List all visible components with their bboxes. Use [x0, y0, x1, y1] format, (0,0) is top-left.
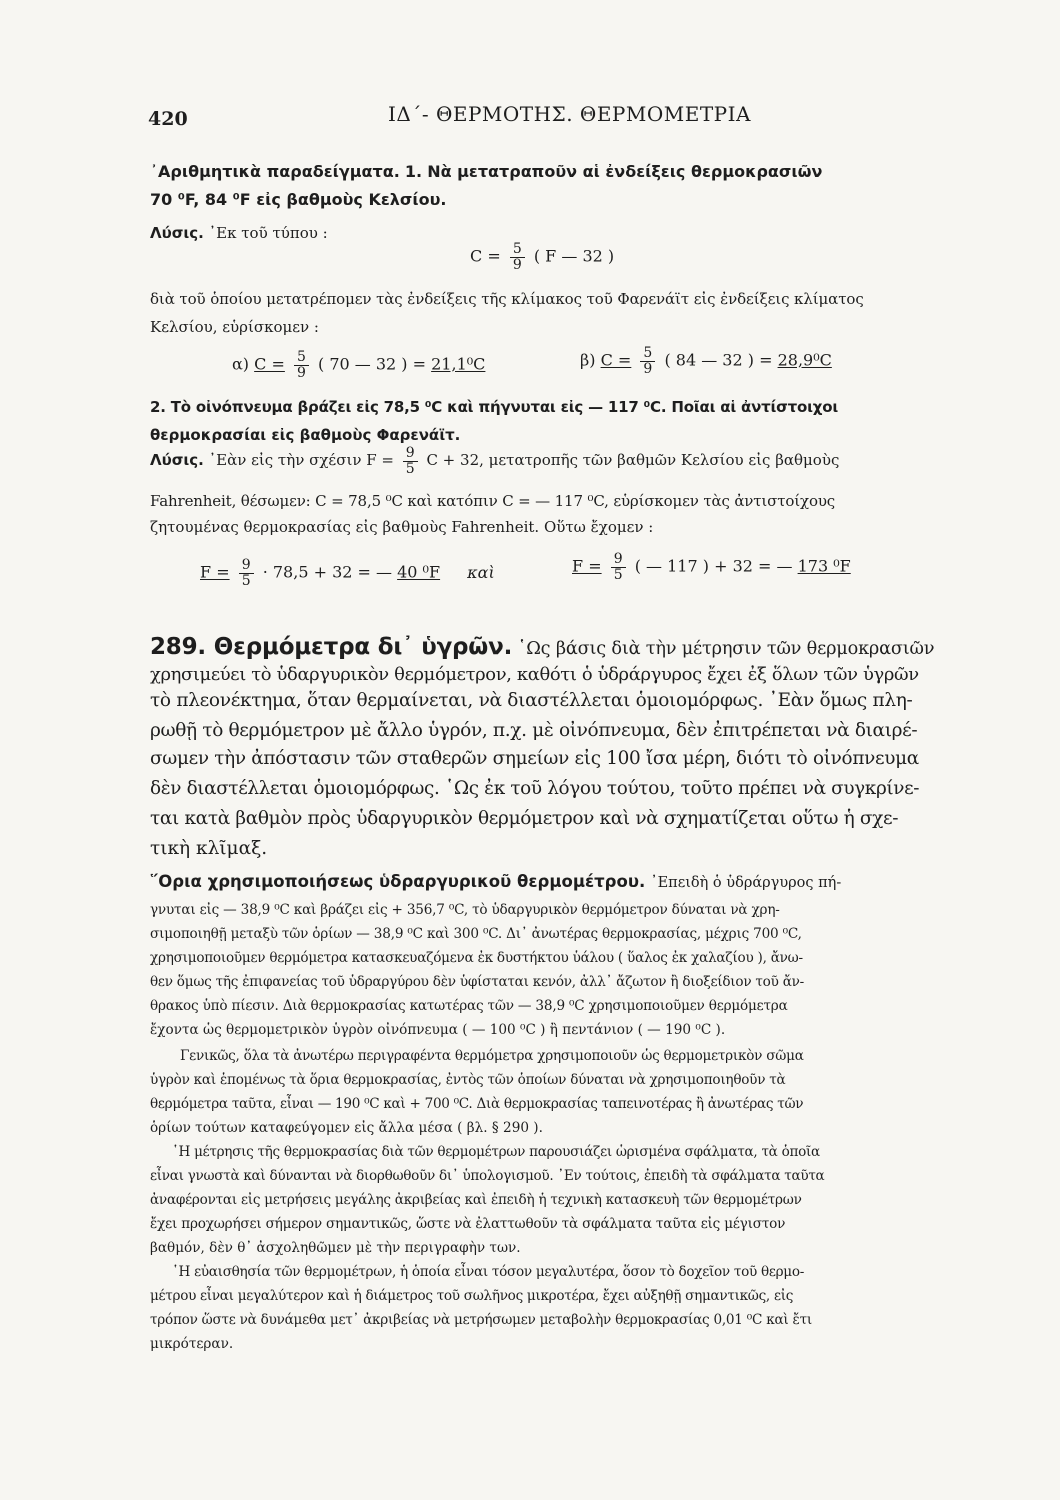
solution1-line2: διὰ τοῦ ὁποίου μετατρέπομεν τὰς ἐνδείξεις τῆς κλίμακος τοῦ Φαρενάϊτ εἰς ἐνδείξεις κλίματος: [150, 290, 864, 308]
para2-line-4: βαθμόν, δὲν θ᾿ ἀσχοληθῶμεν μὲ τὴν περιγραφὴν των.: [150, 1240, 521, 1256]
section289-line-5: δὲν διαστέλλεται ὁμοιομόρφως. ῾Ως ἐκ τοῦ λόγου τούτου, τοῦτο πρέπει νὰ συγκρίνε-: [150, 778, 920, 799]
solution2-numerator: 9: [403, 446, 418, 462]
section289-line1: [150, 634, 935, 660]
solution2-line3: ζητουμένας θερμοκρασίας εἰς βαθμοὺς Fahrenheit. Οὕτω ἔχομεν :: [150, 518, 654, 536]
para1-line-1: ὑγρὸν καὶ ἑπομένως τὰ ὅρια θερμοκρασίας, ἐντὸς τῶν ὁποίων δύναται νὰ χρησιμοποιηθοῦν τὰ: [150, 1072, 786, 1088]
calc-a-fraction: [294, 350, 309, 380]
limits-line-5: ἔχοντα ὡς θερμομετρικὸν ὑγρὸν οἰνόπνευμα ( — 100 ⁰C ) ἢ πεντάνιον ( — 190 ⁰C ).: [150, 1022, 726, 1038]
example1-line2: 70 ⁰F, 84 ⁰F εἰς βαθμοὺς Κελσίου.: [150, 190, 447, 209]
calc-b-fraction: [640, 346, 655, 376]
limits-line-0: γνυται εἰς — 38,9 ⁰C καὶ βράζει εἰς + 356,7 ⁰C, τὸ ὑδαργυρικὸν θερμόμετρον δύναται νὰ χρη-: [150, 902, 780, 918]
calc-d-expression: ( — 117 ) + 32 = —: [634, 556, 793, 576]
section289-line-2: τὸ πλεονέκτημα, ὅταν θερμαίνεται, νὰ διαστέλλεται ὁμοιομόρφως. ᾿Εὰν ὅμως πλη-: [150, 690, 913, 711]
calc-a-label: α): [232, 354, 250, 374]
solution2-denominator: 5: [405, 460, 415, 477]
calc-b-numerator: 5: [640, 346, 655, 362]
limits-title: ῞Ορια χρησιμοποιήσεως ὑδραργυρικοῦ θερμομέτρου.: [150, 872, 646, 891]
page-header: [148, 100, 918, 130]
calc-c-numerator: 9: [239, 558, 254, 574]
page-number: 420: [148, 108, 188, 130]
formula1-rhs: ( F — 32 ): [533, 246, 615, 266]
section289-line-1: χρησιμεύει τὸ ὑδαργυρικὸν θερμόμετρον, καθότι ὁ ὑδράργυρος ἔχει ἐξ ὅλων τῶν ὑγρῶν: [150, 664, 919, 685]
examples-heading: ᾿Αριθμητικὰ παραδείγματα.: [150, 162, 400, 181]
calc-c-result: 40 ⁰F: [397, 562, 441, 582]
para3-line-2: τρόπον ὥστε νὰ δυνάμεθα μετ᾿ ἀκριβείας νὰ μετρήσωμεν μεταβολὴν θερμοκρασίας 0,01 ⁰C καὶ ἔτι: [150, 1312, 812, 1328]
example1-text-a: Νὰ μετατραποῦν αἱ ἐνδείξεις θερμοκρασιῶν: [427, 162, 823, 181]
calculation-a: [232, 350, 485, 380]
calc-a-lhs: C =: [254, 354, 285, 374]
limits-line-3: θεν ὅμως τῆς ἐπιφανείας τοῦ ὑδραργύρου δὲν ὑφίσταται κενόν, ἀλλ᾿ ἄζωτον ἢ διοξείδιον τοῦ ἄν-: [150, 974, 804, 990]
running-title: ΙΔ΄- ΘΕΡΜΟΤΗΣ. ΘΕΡΜΟΜΕΤΡΙΑ: [388, 102, 751, 126]
calc-d-result: 173 ⁰F: [797, 556, 851, 576]
para3-line-3: μικρότεραν.: [150, 1336, 234, 1352]
calc-d-numerator: 9: [611, 552, 626, 568]
formula1-denominator: 9: [512, 256, 522, 273]
formula1: [470, 242, 614, 272]
limits-line-4: θρακος ὑπὸ πίεσιν. Διὰ θερμοκρασίας κατωτέρας τῶν — 38,9 ⁰C χρησιμοποιοῦμεν θερμόμετρα: [150, 998, 788, 1014]
example2-line2: θερμοκρασίαι εἰς βαθμοὺς Φαρενάϊτ.: [150, 426, 461, 444]
calc-b-result: 28,9⁰C: [777, 350, 832, 370]
calc-b-expression: ( 84 — 32 ) =: [664, 350, 773, 370]
limits-line-2: χρησιμοποιοῦμεν θερμόμετρα κατασκευαζόμενα ἐκ δυστήκτου ὑάλου ( ὕαλος ἐκ χαλαζίου ), ἄνω-: [150, 950, 803, 966]
limits-first-tail: ᾿Επειδὴ ὁ ὑδράργυρος πή-: [650, 875, 842, 891]
calculation-c: [200, 558, 495, 588]
calc-b-denominator: 9: [643, 360, 653, 377]
calc-d-fraction: [611, 552, 626, 582]
calculation-b: [580, 346, 832, 376]
para1-line-2: θερμόμετρα ταῦτα, εἶναι — 190 ⁰C καὶ + 700 ⁰C. Διὰ θερμοκρασίας ταπεινοτέρας ἢ ἀνωτέρας τῶν: [150, 1096, 804, 1112]
formula1-lhs: C =: [470, 246, 501, 266]
solution1-line1: [150, 224, 920, 242]
formula1-numerator: 5: [510, 242, 525, 258]
section289-title: 289. Θερμόμετρα δι᾿ ὑγρῶν.: [150, 634, 513, 660]
example1-line1: [150, 162, 920, 181]
formula1-fraction: [510, 242, 525, 272]
para3-line-1: μέτρου εἶναι μεγαλύτερον καὶ ἡ διάμετρος τοῦ σωλῆνος μικροτέρα, ἔχει αὐξηθῇ σημαντικῶς, εἰς: [150, 1288, 794, 1304]
para1-line-0: Γενικῶς, ὅλα τὰ ἀνωτέρω περιγραφέντα θερμόμετρα χρησιμοποιοῦν ὡς θερμομετρικὸν σῶμα: [180, 1048, 804, 1064]
calc-d-denominator: 5: [613, 566, 623, 583]
solution2-line1: [150, 446, 839, 476]
section289-line-3: ρωθῇ τὸ θερμόμετρον μὲ ἄλλο ὑγρόν, π.χ. μὲ οἰνόπνευμα, δὲν ἐπιτρέπεται νὰ διαιρέ-: [150, 720, 918, 741]
section289-line-0: ῾Ως βάσις διὰ τὴν μέτρησιν τῶν θερμοκρασιῶν: [517, 639, 935, 659]
para2-line-0: ῾Η μέτρησις τῆς θερμοκρασίας διὰ τῶν θερμομέτρων παρουσιάζει ὡρισμένα σφάλματα, τὰ ὁποῖα: [172, 1144, 820, 1160]
calc-c-denominator: 5: [241, 572, 251, 589]
example2-line1: 2. Τὸ οἰνόπνευμα βράζει εἰς 78,5 ⁰C καὶ πήγνυται εἰς — 117 ⁰C. Ποῖαι αἱ ἀντίστοιχοι: [150, 398, 838, 416]
calc-b-label: β): [580, 350, 596, 370]
calc-a-denominator: 9: [296, 364, 306, 381]
limits-line1: [150, 872, 920, 891]
section289-line-6: ται κατὰ βαθμὸν πρὸς ὑδαργυρικὸν θερμόμετρον καὶ νὰ σχηματίζεται οὕτω ἡ σχε-: [150, 808, 899, 829]
calc-b-lhs: C =: [600, 350, 632, 370]
section289-line-4: σωμεν τὴν ἀπόστασιν τῶν σταθερῶν σημείων εἰς 100 ἴσα μέρη, διότι τὸ οἰνόπνευμα: [150, 748, 919, 769]
calc-c-expression: · 78,5 + 32 = —: [262, 562, 393, 582]
para1-line-3: ὁρίων τούτων καταφεύγομεν εἰς ἄλλα μέσα ( βλ. § 290 ).: [150, 1120, 543, 1136]
calc-a-numerator: 5: [294, 350, 309, 366]
example1-number: 1.: [404, 162, 423, 181]
calc-c-fraction: [239, 558, 254, 588]
calc-a-expression: ( 70 — 32 ) =: [317, 354, 427, 374]
solution2-fraction: [403, 446, 418, 476]
solution1-line3: Κελσίου, εὑρίσκομεν :: [150, 318, 319, 336]
solution2-label: Λύσις.: [150, 451, 204, 470]
para2-line-2: ἀναφέρονται εἰς μετρήσεις μεγάλης ἀκριβείας καὶ ἐπειδὴ ἡ τεχνικὴ κατασκευὴ τῶν θερμομέτρων: [150, 1192, 802, 1208]
calc-c-lhs: F =: [200, 562, 230, 582]
calculation-d: [572, 552, 851, 582]
solution2-text-a: ᾿Εὰν εἰς τὴν σχέσιν F =: [208, 451, 394, 470]
section289-line-7: τικὴ κλῖμαξ.: [150, 838, 268, 859]
para2-line-1: εἶναι γνωστὰ καὶ δύνανται νὰ διορθωθοῦν δι᾿ ὑπολογισμοῦ. ᾿Εν τούτοις, ἐπειδὴ τὰ σφάλματα ταῦτα: [150, 1168, 825, 1184]
calc-a-result: 21,1⁰C: [431, 354, 486, 374]
solution2-text-b: C + 32, μετατροπῆς τῶν βαθμῶν Κελσίου εἰς βαθμοὺς: [426, 451, 840, 470]
para3-line-0: ῾Η εὐαισθησία τῶν θερμομέτρων, ἡ ὁποία εἶναι τόσον μεγαλυτέρα, ὅσον τὸ δοχεῖον τοῦ θερμο-: [172, 1264, 804, 1280]
para2-line-3: ἔχει προχωρήσει σήμερον σημαντικῶς, ὥστε νὰ ἐλαττωθοῦν τὰ σφάλματα ταῦτα εἰς μέγιστον: [150, 1216, 786, 1232]
calc-d-lhs: F =: [572, 556, 602, 576]
solution1-text: ᾿Εκ τοῦ τύπου :: [208, 224, 328, 242]
limits-line-1: σιμοποιηθῇ μεταξὺ τῶν ὁρίων — 38,9 ⁰C καὶ 300 ⁰C. Δι᾿ ἀνωτέρας θερμοκρασίας, μέχρις 700 ⁰C,: [150, 926, 802, 942]
solution2-line2: Fahrenheit, θέσωμεν: C = 78,5 ⁰C καὶ κατόπιν C = — 117 ⁰C, εὑρίσκομεν τὰς ἀντιστοίχους: [150, 492, 836, 510]
solution1-label: Λύσις.: [150, 224, 204, 242]
calc-c-and: καὶ: [467, 562, 495, 582]
